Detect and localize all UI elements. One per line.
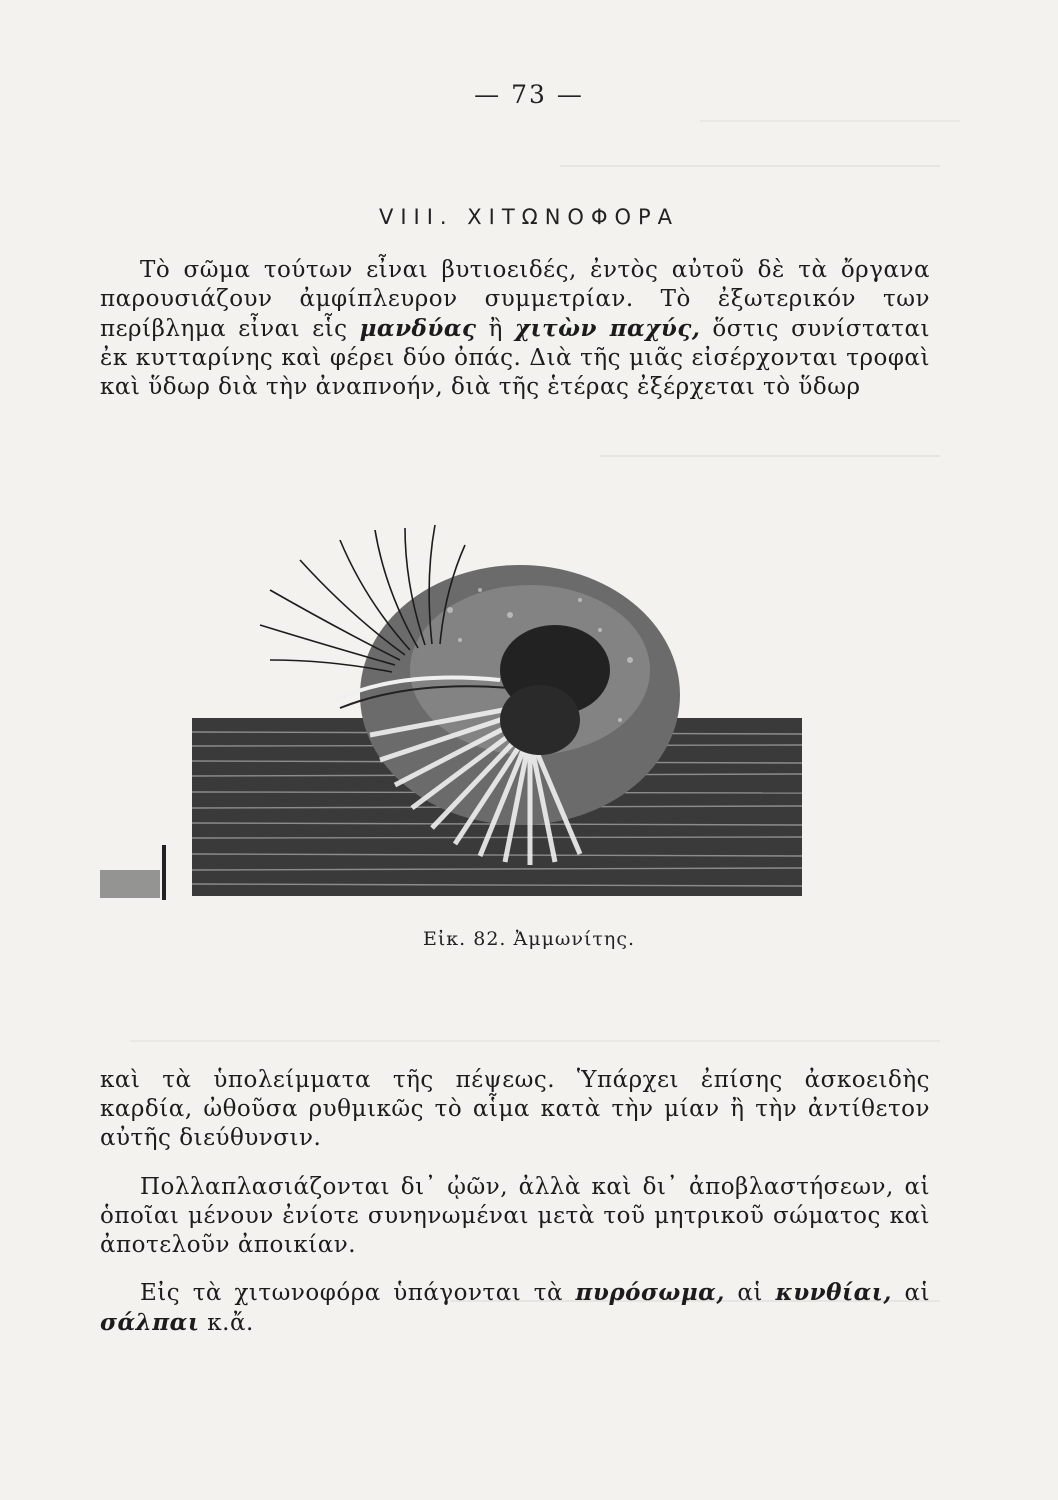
paragraph-body-3: Πολλαπλασιάζονται δι᾽ ᾠῶν, ἀλλὰ καὶ δι᾽ ἀποβλαστήσεων, αἱ ὁποῖαι μένουν ἐνίοτε συνηνωμέναι μετὰ τοῦ μητρικοῦ σώματος καὶ ἀποτελοῦν ἀποικίαν. [100, 1174, 930, 1258]
chapter-title: VIII. ΧΙΤΩΝΟΦΟΡΑ [378, 205, 680, 229]
bleed-through-mark [560, 165, 940, 167]
text-run: αἱ [724, 1280, 776, 1306]
text-run: κ.ἄ. [199, 1310, 254, 1336]
text-run: ὅστις συνίσταται ἐκ κυτταρίνης καὶ φέρει δύο ὀπάς. Διὰ τῆς μιᾶς εἰσέρχονται τροφαὶ καὶ ὕδωρ διὰ τὴν ἀναπνοήν, διὰ τῆς ἑτέρας ἐξέρχεται τὸ ὕδωρ [100, 316, 930, 400]
bleed-through-mark [130, 1040, 940, 1042]
paragraph-body-4 [100, 1278, 930, 1338]
text-run: Εἰς τὰ χιτωνοφόρα ὑπάγονται τὰ [140, 1280, 576, 1306]
text-run: Τὸ σῶμα τούτων εἶναι βυτιοειδές, ἐντὸς αὐτοῦ δὲ τὰ ὄργανα παρουσιάζουν ἀμφίπλευρον συμμετρίαν. Τὸ ἐξωτερικόν των περίβλημα εἶναι εἷς [100, 257, 930, 342]
text-run: ἢ [476, 316, 515, 342]
emphasis-term: χιτὼν παχύς, [514, 315, 701, 342]
bleed-through-mark [700, 120, 960, 162]
ammonite-illustration [100, 520, 840, 910]
figure-caption: Εἰκ. 82. Ἀμμωνίτης. [422, 928, 635, 950]
emphasis-term: κυνθίαι, [775, 1279, 892, 1306]
paragraph-body-1 [100, 256, 930, 402]
text-run: αἱ [891, 1280, 930, 1306]
emphasis-term: σάλπαι [100, 1309, 200, 1336]
emphasis-term: μανδύας [359, 315, 477, 342]
page-number: — 73 — [474, 80, 584, 109]
bleed-through-mark [600, 455, 940, 457]
paragraph-body-2: καὶ τὰ ὑπολείμματα τῆς πέψεως. Ὑπάρχει ἐπίσης ἀσκοειδὴς καρδία, ὠθοῦσα ρυθμικῶς τὸ αἷμα κατὰ τὴν μίαν ἢ τὴν ἀντίθετον αὐτῆς διεύθυνσιν. [100, 1067, 930, 1151]
emphasis-term: πυρόσωμα, [575, 1279, 725, 1306]
